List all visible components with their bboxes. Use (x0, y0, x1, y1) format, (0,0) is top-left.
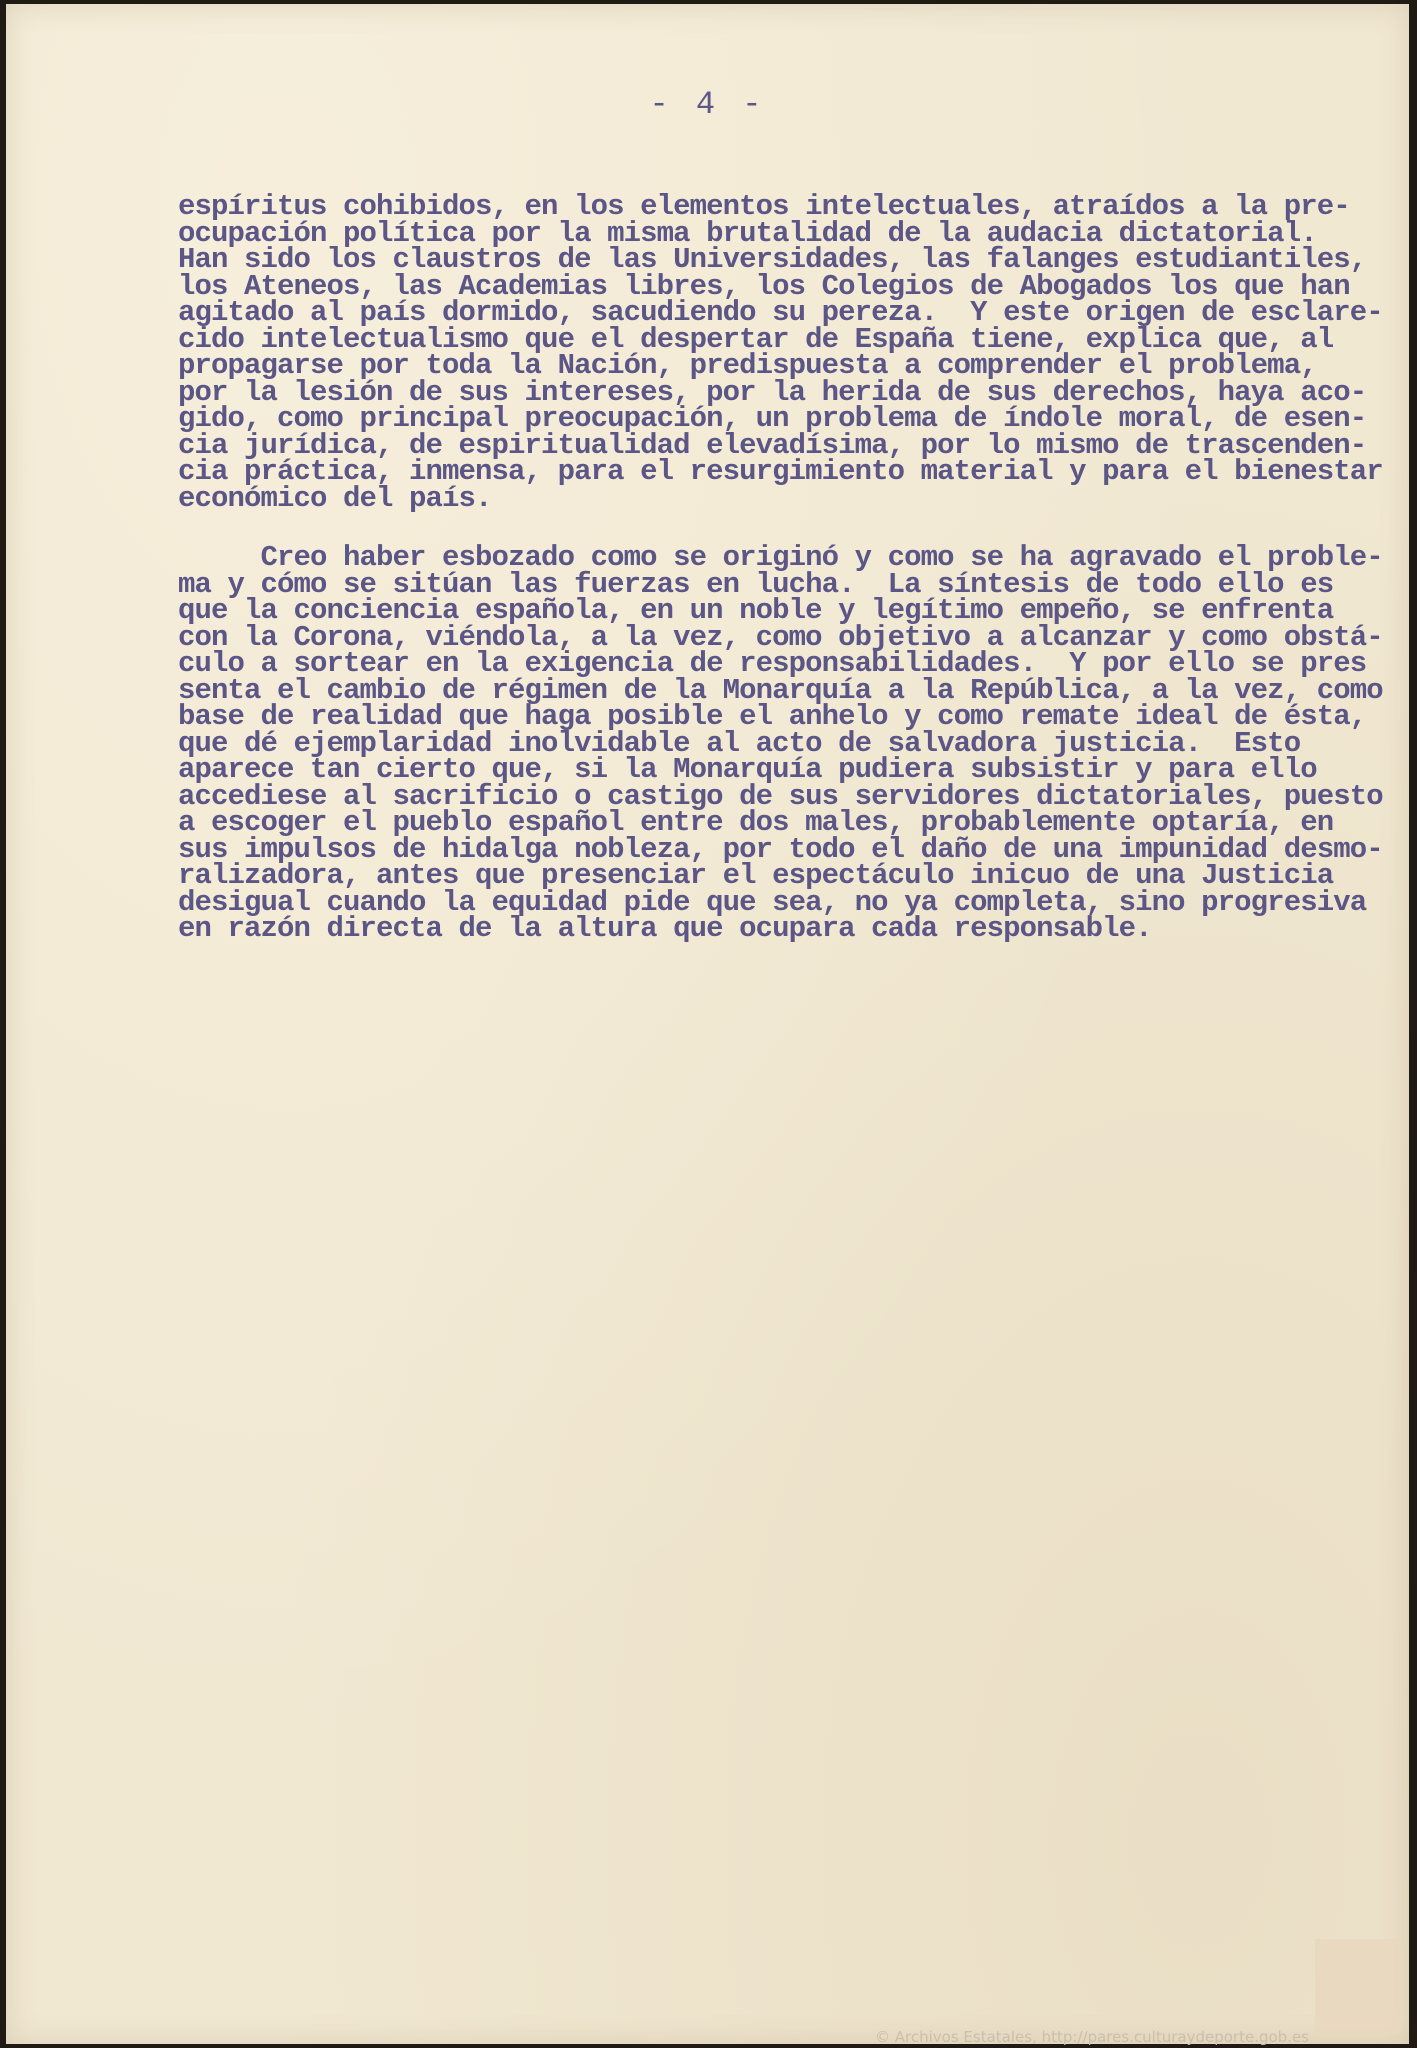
page-number: - 4 - (649, 86, 766, 123)
text-line: ma y cómo se sitúan las fuerzas en lucha. La síntesis de todo ello es (178, 567, 1334, 601)
document-page (6, 4, 1409, 2044)
text-line: que dé ejemplaridad inolvidable al acto de salvadora justicia. Esto (178, 726, 1301, 760)
text-line: senta el cambio de régimen de la Monarquía a la República, a la vez, como (178, 673, 1383, 707)
paragraph-1 (178, 190, 1410, 515)
text-line: accediese al sacrificio o castigo de sus servidores dictatoriales, puesto (178, 779, 1383, 813)
text-line: gido, como principal preocupación, un problema de índole moral, de esen- (178, 402, 1367, 435)
text-line: culo a sortear en la exigencia de responsabilidades. Y por ello se pres (178, 647, 1367, 680)
text-line: cido intelectualismo que el despertar de España tiene, explica que, al (178, 322, 1334, 356)
text-line: con la Corona, viéndola, a la vez, como objetivo a alcanzar y como obstá- (178, 620, 1383, 654)
archive-watermark: © Archivos Estatales, http://pares.culturaydeporte.gob.es (875, 2028, 1309, 2046)
text-line: que la conciencia española, en un noble y legítimo empeño, se enfrenta (178, 594, 1334, 627)
text-line: agitado al país dormido, sacudiendo su pereza. Y este origen de esclare- (178, 296, 1383, 329)
text-line: en razón directa de la altura que ocupara cada responsable. (178, 912, 1152, 945)
text-line: sus impulsos de hidalga nobleza, por todo el daño de una impunidad desmo- (178, 832, 1383, 866)
text-line: cia jurídica, de espiritualidad elevadísima, por lo mismo de trascenden- (178, 428, 1367, 462)
text-line: ocupación política por la misma brutalidad de la audacia dictatorial. (178, 216, 1317, 250)
corner-paper-tab (1315, 1939, 1401, 2034)
text-line: desigual cuando la equidad pide que sea, no ya completa, sino progresiva (178, 885, 1367, 919)
text-line: Creo haber esbozado como se originó y como se ha agravado el proble- (178, 541, 1383, 574)
text-line: Han sido los claustros de las Universidades, las falanges estudiantiles, (178, 243, 1367, 276)
text-line: aparece tan cierto que, si la Monarquía pudiera subsistir y para ello (178, 753, 1317, 786)
text-line: cia práctica, inmensa, para el resurgimiento material y para el bienestar (178, 455, 1383, 488)
text-line: a escoger el pueblo español entre dos males, probablemente optaría, en (178, 806, 1334, 839)
text-line: ralizadora, antes que presenciar el espectáculo inicuo de una Justicia (178, 859, 1334, 892)
text-line: los Ateneos, las Academias libres, los Colegios de Abogados los que han (178, 269, 1350, 303)
text-line: espíritus cohibidos, en los elementos intelectuales, atraídos a la pre- (178, 190, 1350, 223)
text-line: económico del país. (178, 481, 492, 515)
text-line: propagarse por toda la Nación, predispuesta a comprender el problema, (178, 349, 1317, 382)
body-text (178, 190, 1410, 945)
paragraph-2 (178, 541, 1410, 945)
text-line: por la lesión de sus intereses, por la herida de sus derechos, haya aco- (178, 375, 1367, 409)
text-line: base de realidad que haga posible el anhelo y como remate ideal de ésta, (178, 700, 1367, 733)
